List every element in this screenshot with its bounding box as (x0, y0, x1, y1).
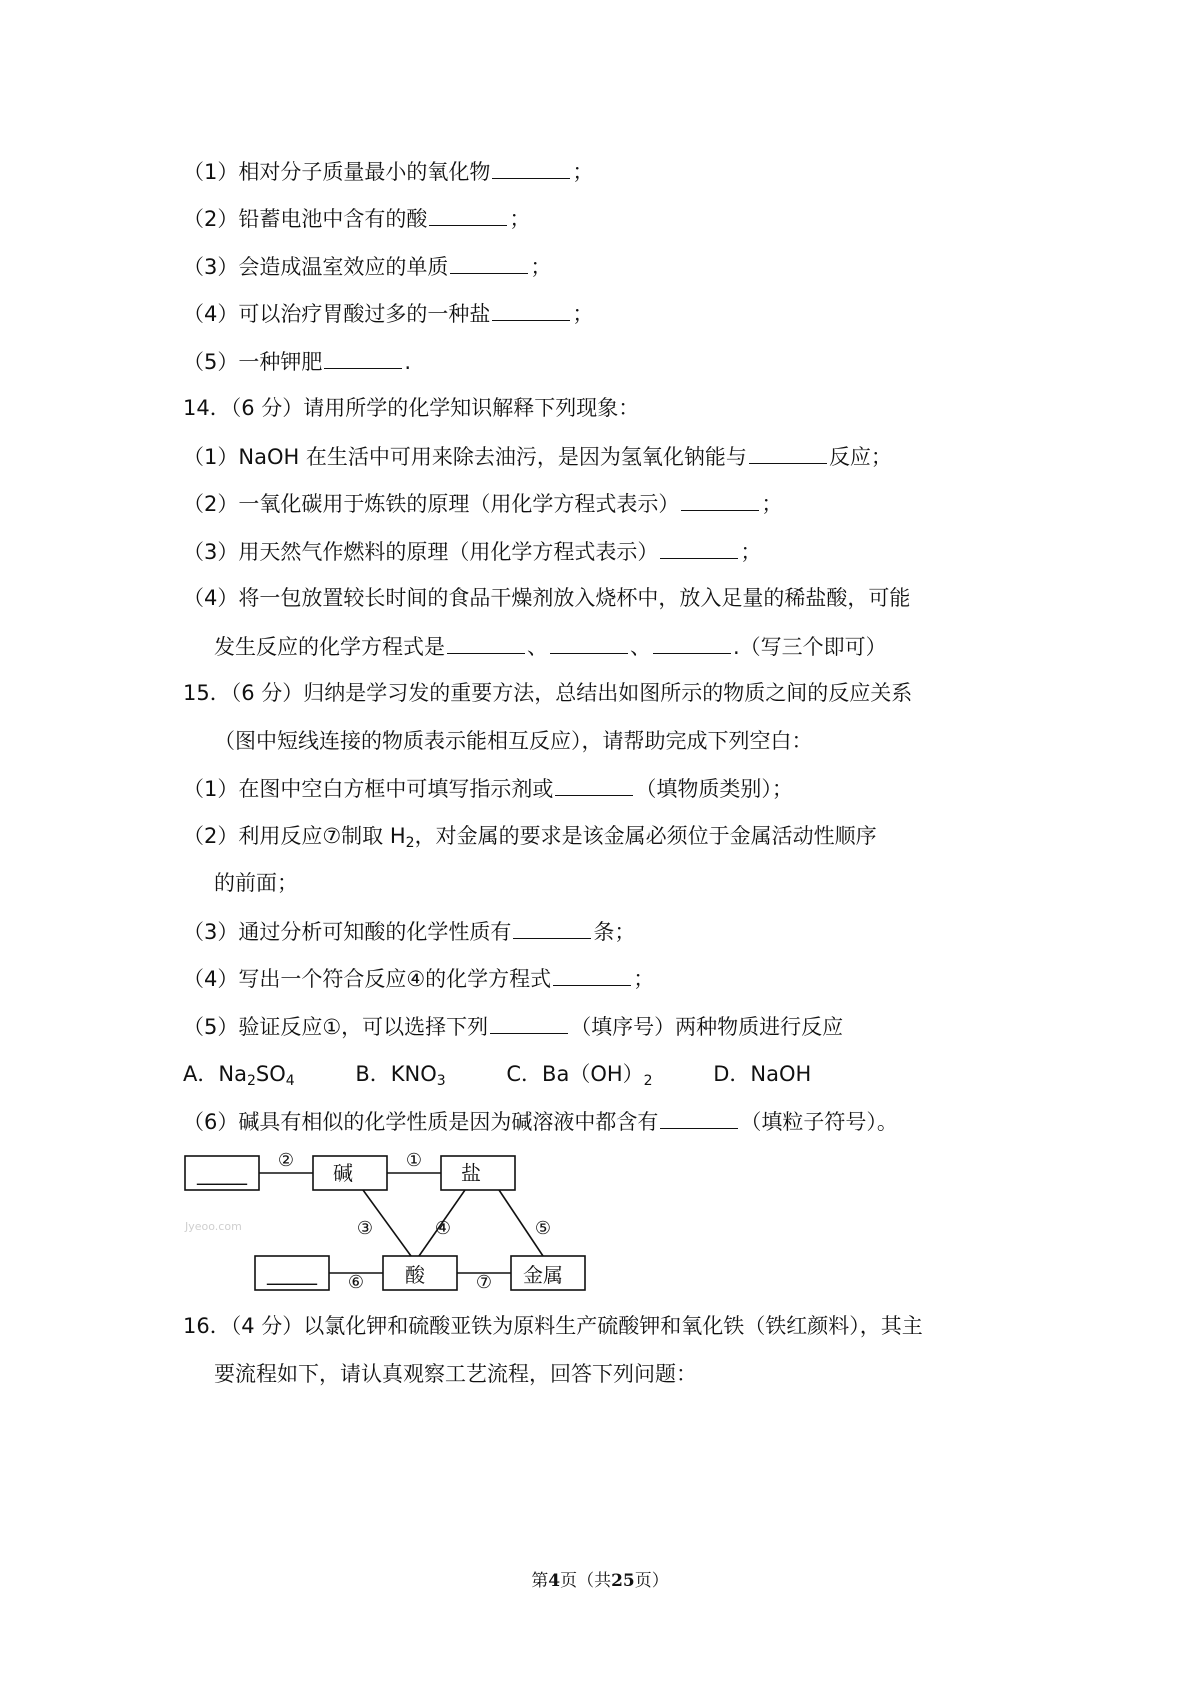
reaction-diagram (183, 1140, 593, 1300)
q15-item-2-line2: 的前面； (214, 871, 298, 895)
q15-item-6: （6）碱具有相似的化学性质是因为碱溶液中都含有 （填粒子符号）。 (183, 1106, 898, 1137)
page-total: 25 (611, 1571, 635, 1591)
answer-blank[interactable] (492, 298, 570, 321)
q15-item-4: （4）写出一个符合反应④的化学方程式 ； (183, 963, 654, 994)
q15-item-2-line1: （2）利用反应⑦制取 $H_2$，对金属的要求是该金属必须位于金属活动性顺序 (183, 824, 877, 851)
q15-item-5: （5）验证反应①，可以选择下列 （填序号）两种物质进行反应 (183, 1011, 843, 1042)
q14-item-4-line1: （4）将一包放置较长时间的食品干燥剂放入烧杯中，放入足量的稀盐酸，可能 (183, 586, 911, 610)
q16-line1: 16．（4 分）以氯化钾和硫酸亚铁为原料生产硫酸钾和氧化铁（铁红颜料），其主 (183, 1314, 923, 1338)
q14-item-2: （2）一氧化碳用于炼铁的原理（用化学方程式表示） ； (183, 488, 782, 519)
watermark: Jyeoo.com (185, 1220, 242, 1233)
base-label: 碱 (333, 1161, 353, 1185)
option-b[interactable]: B．$KNO_3$ (355, 1062, 446, 1089)
salt-label: 盐 (461, 1161, 481, 1185)
option-a[interactable]: A．$Na_2SO_4$ (183, 1062, 295, 1089)
q13-item-5: （5）一种钾肥 . (183, 346, 411, 377)
q15-item-3: （3）通过分析可知酸的化学性质有 条； (183, 916, 635, 947)
answer-blank[interactable] (681, 488, 759, 511)
q15-header-line2: （图中短线连接的物质表示能相互反应），请帮助完成下列空白： (214, 729, 813, 753)
reaction-3-label: ③ (356, 1218, 374, 1239)
answer-blank[interactable] (490, 1011, 568, 1034)
blank-top-label: _____ (197, 1161, 247, 1185)
answer-blank[interactable] (749, 441, 827, 464)
q14-item-3: （3）用天然气作燃料的原理（用化学方程式表示） ； (183, 536, 761, 567)
answer-blank[interactable] (450, 251, 528, 274)
answer-blank[interactable] (553, 963, 631, 986)
metal-label: 金属 (523, 1263, 563, 1287)
reaction-2-label: ② (277, 1150, 295, 1171)
answer-blank[interactable] (555, 773, 633, 796)
q14-item-1: （1）NaOH 在生活中可用来除去油污，是因为氢氧化钠能与 反应； (183, 441, 892, 472)
q16-line2: 要流程如下，请认真观察工艺流程，回答下列问题： (214, 1362, 697, 1386)
acid-label: 酸 (405, 1263, 425, 1287)
answer-blank[interactable] (653, 631, 731, 654)
answer-blank[interactable] (513, 916, 591, 939)
answer-blank[interactable] (492, 156, 570, 179)
reaction-5-label: ⑤ (534, 1218, 552, 1239)
q15-header-line1: 15．（6 分）归纳是学习发的重要方法，总结出如图所示的物质之间的反应关系 (183, 681, 913, 705)
q13-item-1: （1）相对分子质量最小的氧化物 ； (183, 156, 593, 187)
page-number: 4 (548, 1571, 561, 1591)
q15-item-1: （1）在图中空白方框中可填写指示剂或 （填物质类别）； (183, 773, 793, 804)
reaction-1-label: ① (405, 1150, 423, 1171)
reaction-7-label: ⑦ (475, 1272, 493, 1293)
option-c[interactable]: C．$Ba(OH)_2$ (506, 1062, 653, 1089)
q15-options (183, 1059, 865, 1089)
q14-header: 14．（6 分）请用所学的化学知识解释下列现象： (183, 396, 640, 420)
q13-item-4: （4）可以治疗胃酸过多的一种盐 ； (183, 298, 593, 329)
q13-item-3: （3）会造成温室效应的单质 ； (183, 251, 551, 282)
option-d[interactable]: D．NaOH (713, 1062, 812, 1086)
answer-blank[interactable] (324, 346, 402, 369)
answer-blank[interactable] (550, 631, 628, 654)
q13-item-2: （2）铅蓄电池中含有的酸 ； (183, 203, 530, 234)
q14-item-4-line2: 发生反应的化学方程式是 、 、 .（写三个即可） (214, 631, 887, 662)
answer-blank[interactable] (660, 536, 738, 559)
answer-blank[interactable] (429, 203, 507, 226)
answer-blank[interactable] (660, 1106, 738, 1129)
reaction-4-label: ④ (434, 1218, 452, 1239)
reaction-6-label: ⑥ (347, 1272, 365, 1293)
answer-blank[interactable] (447, 631, 525, 654)
blank-bottom-label: _____ (267, 1261, 317, 1285)
page-footer: 第4页（共25页） (531, 1571, 669, 1591)
